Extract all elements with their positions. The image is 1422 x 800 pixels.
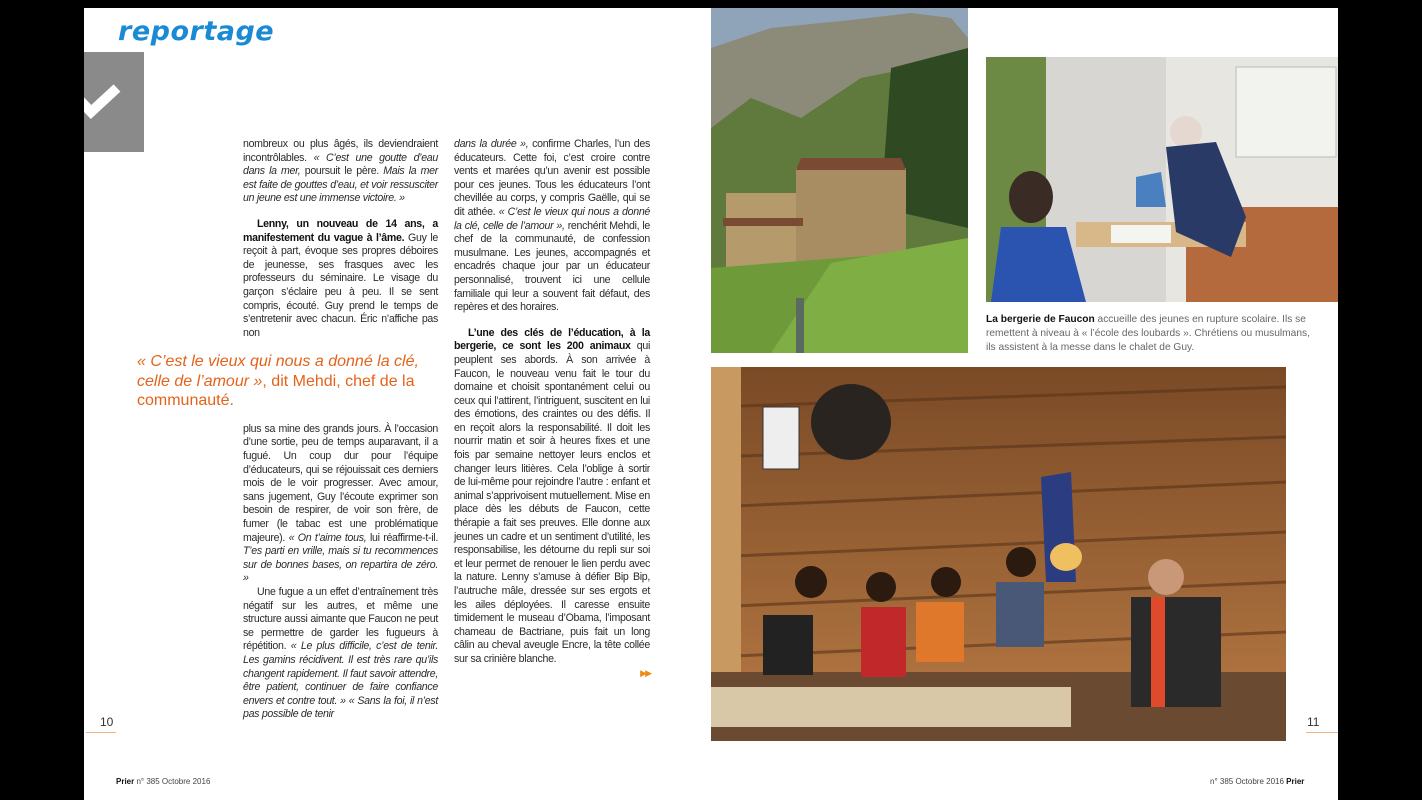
caption-title: La bergerie de Faucon [986, 314, 1095, 325]
body-text: qui peuplent ses abords. À son arrivée à Faucon, le nouveau venu fait le tour du domaine et choisit spontanément celui ou ceux qui l’attirent, l’intriguent, suscitent en lui des émotions, des craintes ou des défis. Il en reçoit alors la responsabilité. Il doit les nourrir matin et soir à heures fixes et une fois par semaine nettoyer leurs enclos et changer leurs litières. Cela l’oblige à sortir de lui-même pour rejoindre l’autre : enfant et animal s’apprivoisent mutuellement. Mise en place dès les débuts de Faucon, cette thérapie a fait ses preuves. Elle donne aux jeunes un cadre et un sentiment d’utilité, les responsabilise, les détourne du repli sur soi et leur permet de renouer le lien perdu avec la nature. Lenny s’amuse à défier Bip Bip, l’autruche mâle, dressée sur ses ergots et les ailes déployées. Il caresse ensuite timidement le museau d’Obama, l’imposant chameau de Bactriane, puis fait un long câlin au cheval aveugle Encre, la tête collée sur sa crinière blanche. [454, 340, 650, 665]
page-number-rule [86, 732, 116, 733]
body-text: confirme Charles, l’un des éducateurs. Cette foi, c’est croire contre vents et marées qu’un avenir est possible pour ces jeunes. Tous les éducateurs l’ont chevillée au corps, y compris Gaëlle, qui se dit athée. [454, 138, 650, 218]
page-number-left: 10 [100, 715, 114, 729]
column-1-bottom [243, 423, 438, 722]
collapse-toggle-button[interactable] [84, 52, 144, 152]
body-text: Une fugue a un effet d’entraînement très négatif sur les autres, et même une structure aussi aimante que Faucon ne peut se permettre de garder les fugueurs à répétition. [243, 585, 438, 653]
caption-text: accueille des jeunes en rupture scolaire. Ils se remettent à niveau à « l’école des loubards ». Chrétiens ou musulmans, ils assistent à la messe dans le chalet de Guy. [986, 314, 1310, 353]
column-1 [137, 138, 438, 722]
paragraph [454, 327, 650, 667]
body-text: Guy le reçoit à part, évoque ses propres déboires de jeunesse, ses frasques avec les professeurs du séminaire. Le visage du garçon s’éclaire peu à peu. Il se sent compris, écouté. Guy prend le temps de s’entretenir avec chacun. Éric n’affiche pas non [243, 231, 438, 339]
column-2 [454, 138, 650, 667]
section-rubric: reportage [118, 16, 275, 47]
photo-caption [986, 313, 1316, 355]
footer-brand: Prier [1286, 777, 1305, 786]
paragraph [454, 138, 650, 315]
lead-in-text: L’une des clés de l’éducation, à la bergerie, ce sont les 200 animaux [454, 326, 650, 353]
page-number-right: 11 [1307, 715, 1320, 729]
quote-text: T’es parti en vrille, mais si tu recommences sur de bonnes bases, on repartira de zéro. » [243, 545, 438, 585]
body-text: nombreux ou plus âgés, ils deviendraient incontrôlables. [243, 138, 438, 164]
paragraph [243, 138, 438, 206]
continue-arrow-icon: ▶▶ [640, 667, 650, 678]
column-2-wrap [454, 138, 650, 679]
quote-text: « C’est le vieux qui nous a donné la clé, celle de l’amour », [454, 205, 650, 232]
footer-right [1210, 777, 1304, 786]
quote-text: « Le plus difficile, c’est de tenir. Les gamins récidivent. Il est très rare qu’ils changent rapidement. Il faut savoir attendre, être patient, continuer de faire confiance envers et contre tout. » « Sans la foi, il n’est pas possible de tenir [243, 640, 438, 721]
paragraph [243, 218, 438, 340]
footer-issue: n° 385 Octobre 2016 [136, 777, 211, 786]
quote-text: « On t’aime tous, [288, 531, 367, 544]
paragraph [243, 423, 438, 586]
photo-classroom [986, 57, 1338, 302]
footer-left [116, 777, 210, 786]
photo-bergerie-landscape [711, 8, 968, 353]
pull-quote-text: « C’est le vieux qui nous a donné la clé, celle de l’amour » [137, 353, 419, 390]
chevron-down-icon [84, 52, 144, 152]
footer-brand: Prier [116, 777, 135, 786]
photo-chalet-interior [711, 367, 1286, 741]
pull-quote-attribution: , dit Mehdi, chef de la communauté. [137, 372, 415, 410]
page-number-rule [1306, 732, 1338, 733]
pull-quote [137, 352, 437, 411]
column-1-top [243, 138, 438, 340]
quote-text: « C’est une goutte d’eau dans la mer, [243, 151, 438, 178]
paragraph [243, 586, 438, 722]
body-text: lui réaffirme-t-il. [366, 531, 438, 544]
quote-text: dans la durée », [454, 138, 529, 150]
body-text: renchérit Mehdi, le chef de la communauté, de confession musulmane. Les jeunes, accompagnés et encadrés chaque jour par un éducateur personnalisé, trouvent ici une cellule familiale qui leur a souvent fait défaut, des repères et des horaires. [454, 219, 650, 314]
quote-text: Mais la mer est faite de gouttes d’eau, et voir ressusciter un jeune est une immense victoire. » [243, 165, 438, 205]
lead-in-text: Lenny, un nouveau de 14 ans, a manifestement du vague à l’âme. [243, 217, 438, 244]
body-text: poursuit le père. [300, 165, 384, 178]
body-text: plus sa mine des grands jours. À l’occasion d’une sortie, peu de temps auparavant, il a fugué. Un coup dur pour l’équipe d’éducateurs, qui se réjouissait ces derniers mois de le voir progresser. Avec amour, sans jugement, Guy l’écoute exprimer son besoin de respirer, de voir son frère, de fumer (le tabac est une problématique majeure). [243, 422, 438, 544]
footer-issue: n° 385 Octobre 2016 [1210, 777, 1284, 786]
